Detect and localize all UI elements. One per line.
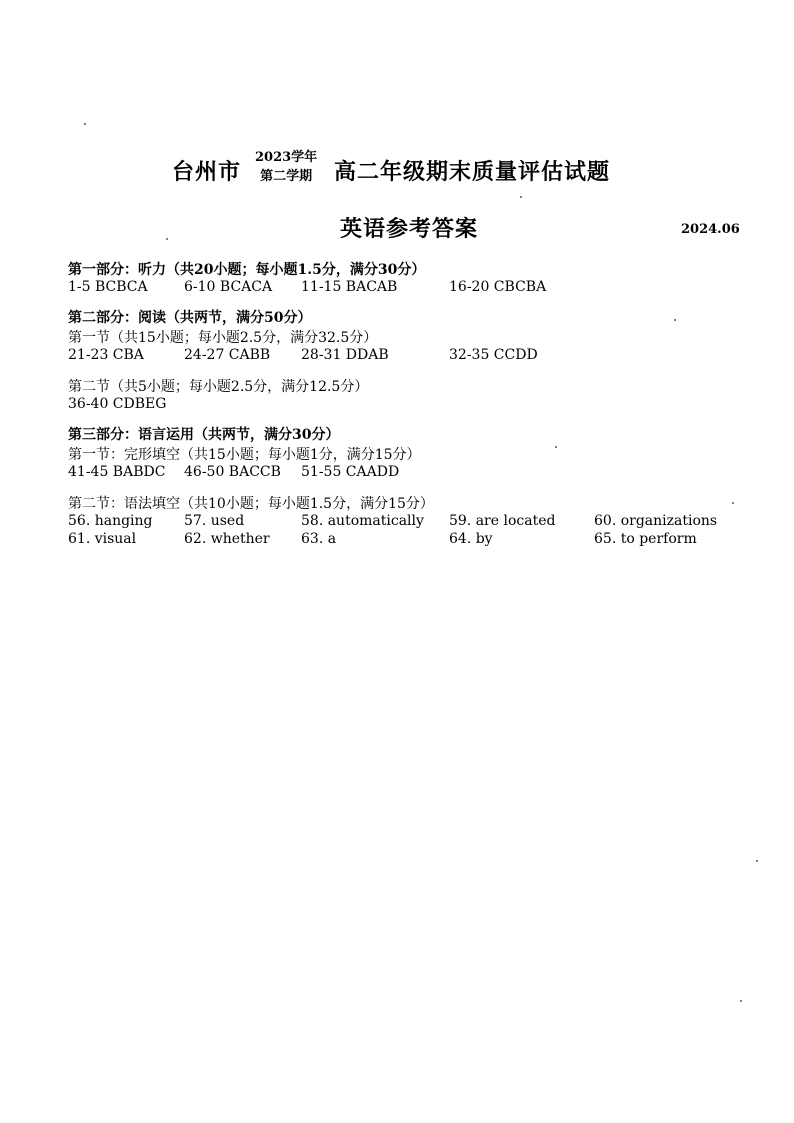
exam-title: 高二年级期末质量评估试题 (334, 160, 611, 185)
scan-speck (166, 238, 168, 240)
answer-group: 21-23 CBA (68, 347, 144, 363)
school-year-block (255, 148, 317, 186)
school-year: 2023学年 (255, 150, 318, 165)
part1-heading: 第一部分：听力（共20小题；每小题1.5分，满分30分） (68, 262, 426, 278)
answer-item: 61. visual (68, 531, 137, 547)
part2-section1-heading: 第一节（共15小题；每小题2.5分，满分32.5分） (68, 330, 378, 346)
answer-key-title: 英语参考答案 (340, 217, 479, 242)
answer-item: 65. to perform (594, 531, 697, 547)
answer-item: 62. whether (184, 531, 270, 547)
part2-section2-heading: 第二节（共5小题；每小题2.5分，满分12.5分） (68, 379, 369, 395)
scan-speck (674, 319, 676, 321)
scan-speck (732, 502, 734, 504)
answer-group: 28-31 DDAB (301, 347, 389, 363)
semester: 第二学期 (260, 169, 313, 184)
answer-group: 1-5 BCBCA (68, 279, 148, 295)
answer-group: 51-55 CAADD (301, 464, 400, 480)
answer-item: 63. a (301, 531, 337, 547)
exam-date: 2024.06 (681, 222, 740, 237)
answer-group: 24-27 CABB (184, 347, 271, 363)
answer-item: 56. hanging (68, 513, 153, 529)
scan-speck (555, 446, 557, 448)
answer-group: 16-20 CBCBA (449, 279, 547, 295)
answer-group: 46-50 BACCB (184, 464, 281, 480)
part3-section1-heading: 第一节：完形填空（共15小题；每小题1分，满分15分） (68, 447, 421, 463)
answer-group: 36-40 CDBEG (68, 396, 167, 412)
answer-group: 6-10 BCACA (184, 279, 273, 295)
answer-item: 57. used (184, 513, 245, 529)
answer-item: 64. by (449, 531, 493, 547)
answer-group: 11-15 BACAB (301, 279, 398, 295)
answer-item: 59. are located (449, 513, 556, 529)
answer-group: 41-45 BABDC (68, 464, 166, 480)
scan-speck (520, 196, 522, 198)
scan-speck (740, 1000, 742, 1002)
part3-section2-heading: 第二节：语法填空（共10小题；每小题1.5分，满分15分） (68, 496, 434, 512)
part2-heading: 第二部分：阅读（共两节，满分50分） (68, 310, 312, 326)
part3-heading: 第三部分：语言运用（共两节，满分30分） (68, 427, 340, 443)
scan-speck (84, 123, 86, 125)
answer-item: 60. organizations (594, 513, 718, 529)
scan-speck (756, 860, 758, 862)
answer-group: 32-35 CCDD (449, 347, 538, 363)
answer-item: 58. automatically (301, 513, 424, 529)
city-name: 台州市 (172, 160, 242, 185)
